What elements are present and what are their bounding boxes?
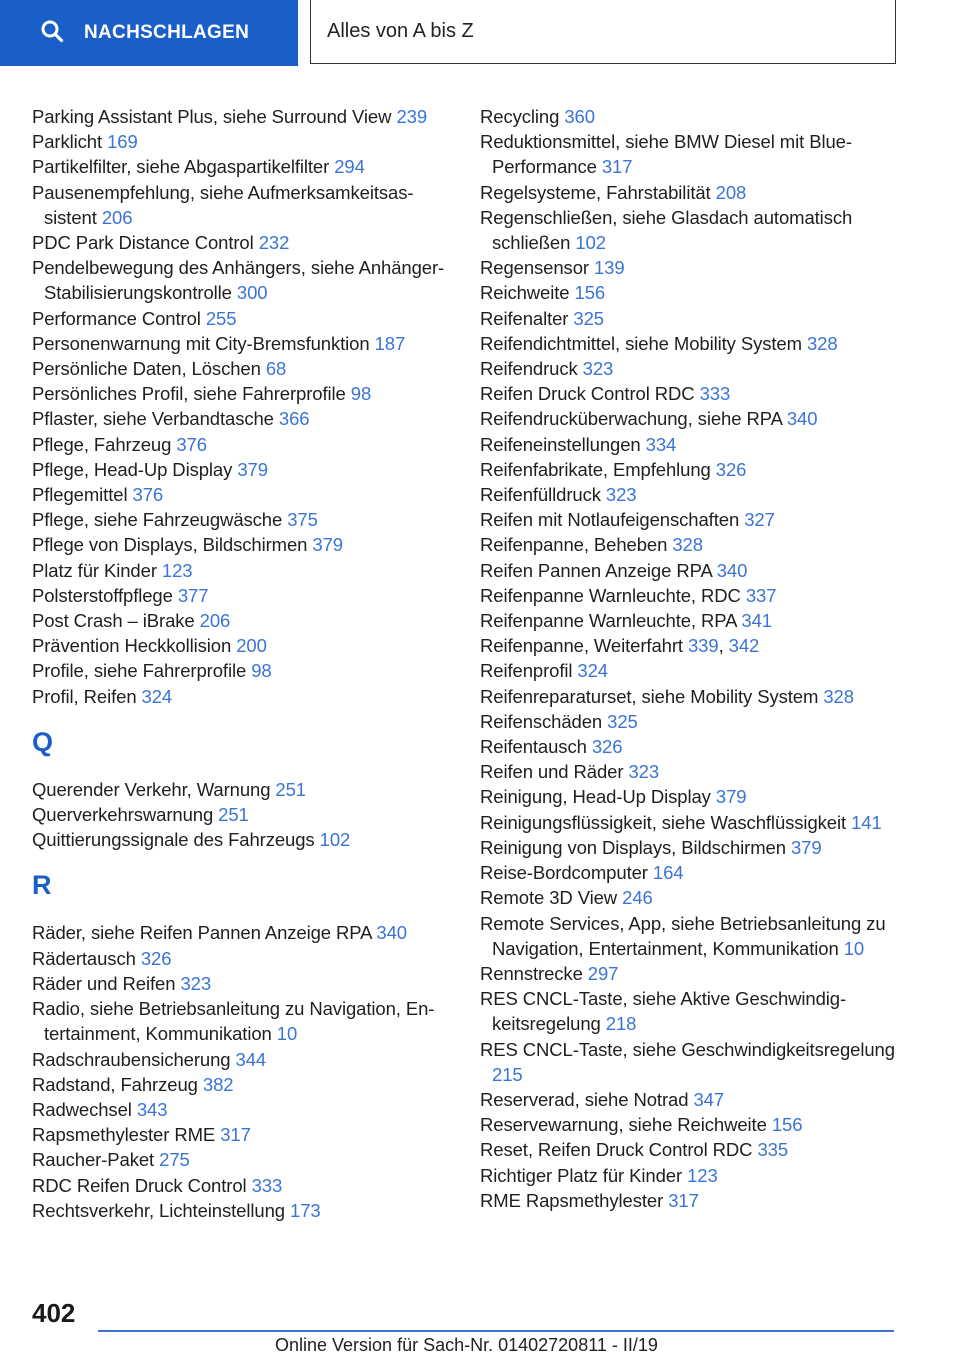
page-reference-link[interactable]: 379: [312, 534, 343, 556]
index-entry: [32, 532, 452, 557]
index-entry-term: Raucher-Paket: [32, 1149, 160, 1171]
index-entry-term: Reifen Pannen Anzeige RPA: [480, 559, 717, 581]
index-entry-term: Pflegemittel: [32, 484, 133, 506]
index-entry: [32, 104, 452, 129]
index-entry-term: Querender Verkehr, Warnung: [32, 778, 276, 800]
page-reference-link[interactable]: 340: [716, 559, 748, 581]
page-reference-link[interactable]: 10: [276, 1023, 298, 1045]
index-entry: [480, 810, 900, 835]
page-reference-link[interactable]: 323: [582, 358, 614, 380]
page-reference-link[interactable]: 360: [564, 106, 595, 127]
index-entry-term: Reifenreparaturset, siehe Mobility System: [480, 685, 824, 707]
page-reference-link[interactable]: 382: [202, 1073, 234, 1095]
index-entry: [480, 482, 900, 507]
index-entry: [480, 558, 900, 583]
index-entry: [480, 306, 900, 331]
page-reference-link[interactable]: 300: [236, 282, 268, 304]
page-reference-link[interactable]: 325: [573, 307, 604, 329]
tab-nachschlagen[interactable]: [0, 0, 298, 66]
page-reference-link[interactable]: 173: [290, 1199, 321, 1221]
index-entry-term: Reinigung, Head-Up Display: [480, 786, 716, 808]
index-entry-term: Reifenfülldruck: [480, 484, 606, 506]
index-entry-term: Reifenprofil: [480, 660, 578, 682]
page-reference-link[interactable]: 239: [396, 106, 428, 127]
page-reference-link[interactable]: 375: [287, 509, 318, 531]
index-entry-term: Reifenpanne, Weiterfahrt: [480, 635, 688, 657]
index-entry: [32, 1147, 452, 1172]
index-entry: [480, 684, 900, 709]
index-entry-term: Quittierungssignale des Fahrzeugs: [32, 829, 320, 851]
page-reference-link[interactable]: 317: [668, 1189, 699, 1211]
index-entry: [32, 802, 452, 827]
index-entry: [480, 583, 900, 608]
section-title: Alles von A bis Z: [327, 20, 474, 42]
index-entry: [32, 608, 452, 633]
index-entry-term: Polsterstoffpflege: [32, 584, 178, 606]
page-reference-link[interactable]: 324: [577, 660, 608, 682]
index-entry: [32, 356, 452, 381]
page-reference-link[interactable]: 342: [728, 635, 760, 657]
index-entry: [32, 432, 452, 457]
index-entry: [480, 1112, 900, 1137]
page-reference-link[interactable]: 343: [136, 1098, 168, 1120]
index-entry: [480, 1163, 900, 1188]
index-entry: [480, 835, 900, 860]
index-entry: [480, 180, 900, 205]
page-reference-link[interactable]: 141: [851, 811, 882, 833]
index-entry: [480, 1037, 900, 1087]
index-entry: [32, 777, 452, 802]
page-reference-link[interactable]: 169: [107, 131, 138, 153]
page-reference-link[interactable]: 98: [350, 383, 372, 405]
index-entry: [480, 104, 900, 129]
page-reference-link[interactable]: 326: [715, 458, 747, 480]
index-entry: [32, 1122, 452, 1147]
index-entry: [480, 961, 900, 986]
index-entry-term: Reifentausch: [480, 736, 592, 758]
page-reference-link[interactable]: 379: [715, 786, 747, 808]
index-entry-term: Partikelfilter, siehe Abgaspartikelfilter: [32, 156, 335, 178]
index-entry-term: Remote Services, App, siehe Betriebsanleitung zu Navigation, Entertainment, Kommunikation: [480, 912, 886, 959]
index-entry: [480, 280, 900, 305]
index-entry-term: Reservewarnung, siehe Reichweite: [480, 1114, 772, 1136]
index-entry: [480, 532, 900, 557]
index-entry: [32, 920, 452, 945]
index-entry-term: Reifendichtmittel, siehe Mobility System: [480, 332, 807, 354]
index-entry-term: Parklicht: [32, 131, 108, 153]
tab-nachschlagen-label: NACHSCHLAGEN: [84, 22, 250, 43]
index-entry-term: Pflege von Displays, Bildschirmen: [32, 534, 313, 556]
page-reference-link[interactable]: 377: [177, 584, 209, 606]
page-reference-link[interactable]: 333: [251, 1174, 283, 1196]
page-reference-link[interactable]: 340: [376, 922, 407, 944]
index-entry-term: Rechtsverkehr, Lichteinstellung: [32, 1199, 290, 1221]
index-entry: [480, 709, 900, 734]
page-reference-link[interactable]: 218: [605, 1013, 637, 1035]
page-number: 402: [32, 1298, 76, 1328]
page-reference-link[interactable]: 164: [652, 862, 684, 884]
page-reference-link[interactable]: 246: [622, 887, 653, 909]
index-entry-term: Reifen mit Notlaufeigenschaften: [480, 509, 745, 531]
page-reference-link[interactable]: 251: [218, 804, 249, 826]
index-entry-term: Parking Assistant Plus, siehe Surround View: [32, 106, 397, 127]
top-navigation: [0, 0, 960, 66]
index-entry-term: Reifendrucküberwachung, siehe RPA: [480, 408, 787, 430]
index-entry-term: Regensensor: [480, 257, 594, 279]
index-entry: [32, 946, 452, 971]
index-entry-term: Pausenempfehlung, siehe Aufmerksamkeitsassistent: [32, 181, 414, 228]
index-entry: [480, 759, 900, 784]
index-entry-term: Reichweite: [480, 282, 575, 304]
index-entry-term: Pflege, siehe Fahrzeugwäsche: [32, 509, 288, 531]
page-reference-link[interactable]: 317: [601, 156, 633, 178]
index-entry: [480, 129, 900, 179]
index-entry: [480, 1137, 900, 1162]
index-entry-term: Reifenalter: [480, 307, 574, 329]
index-entry: [32, 633, 452, 658]
index-entry: [32, 971, 452, 996]
footer-text: Online Version für Sach-Nr. 01402720811 - II/19: [275, 1335, 658, 1355]
page-reference-link[interactable]: 347: [693, 1088, 725, 1110]
index-entry-term: Reifenfabrikate, Empfehlung: [480, 458, 716, 480]
index-entry: [32, 129, 452, 154]
index-entry-term: Pendelbewegung des Anhängers, siehe Anhänger-Stabilisierungskontrolle: [32, 257, 445, 304]
index-entry: [480, 381, 900, 406]
index-entry: [480, 255, 900, 280]
index-entry: [32, 658, 452, 683]
index-entry: [480, 986, 900, 1036]
index-entry-term: Radschraubensicherung: [32, 1048, 236, 1070]
page-reference-link[interactable]: 139: [593, 257, 625, 279]
page-reference-link[interactable]: 123: [687, 1164, 718, 1186]
index-entry-term: Post Crash – iBrake: [32, 610, 200, 632]
page-reference-link[interactable]: 366: [278, 408, 310, 430]
page-reference-link[interactable]: 333: [699, 383, 731, 405]
index-entry-term: Platz für Kinder: [32, 559, 162, 581]
index-entry: [480, 1188, 900, 1213]
index-entry-term: Reifenpanne, Beheben: [480, 534, 673, 556]
index-entry: [480, 658, 900, 683]
section-title-tab[interactable]: [310, 0, 896, 64]
page-reference-link[interactable]: 68: [265, 358, 287, 380]
index-entry: [480, 432, 900, 457]
index-entry-term: Prävention Heckkollision: [32, 635, 237, 657]
index-entry: [32, 827, 452, 852]
page-reference-link[interactable]: 294: [334, 156, 365, 178]
index-entry-term: Radio, siehe Betriebsanleitung zu Navigation, Entertainment, Kommunikation: [32, 998, 435, 1045]
index-entry-term: PDC Park Distance Control: [32, 232, 259, 254]
index-entry: [32, 457, 452, 482]
page-reference-link[interactable]: 323: [605, 484, 637, 506]
page-reference-link[interactable]: 344: [235, 1048, 267, 1070]
index-entry-term: Richtiger Platz für Kinder: [480, 1164, 688, 1186]
page-reference-link[interactable]: 215: [492, 1063, 523, 1085]
index-entry: [32, 306, 452, 331]
index-entry-term: Reise-Bordcomputer: [480, 862, 653, 884]
page-reference-link[interactable]: 328: [823, 685, 854, 707]
index-entry: [32, 996, 452, 1046]
index-entry-term: Persönliche Daten, Löschen: [32, 358, 266, 380]
index-entry: [32, 255, 452, 305]
index-entry: [32, 230, 452, 255]
page-reference-link[interactable]: 323: [628, 761, 660, 783]
index-entry: [480, 331, 900, 356]
index-entry-term: Rapsmethylester RME: [32, 1124, 221, 1146]
index-entry: [32, 1173, 452, 1198]
index-entry: [480, 608, 900, 633]
page-reference-link[interactable]: 208: [715, 181, 747, 203]
page-reference-link[interactable]: 325: [607, 710, 638, 732]
index-entry: [480, 507, 900, 532]
index-entry-term: Reifenschäden: [480, 710, 608, 732]
index-entry-term: Profile, siehe Fahrerprofile: [32, 660, 252, 682]
index-entry: [480, 205, 900, 255]
index-entry: [32, 154, 452, 179]
search-icon: [40, 19, 64, 48]
index-entry-term: Reifen Druck Control RDC: [480, 383, 700, 405]
index-entry-term: Räder und Reifen: [32, 972, 181, 994]
page-reference-link[interactable]: 379: [790, 836, 822, 858]
page-reference-link[interactable]: 328: [806, 332, 838, 354]
index-entry: [32, 1097, 452, 1122]
index-entry-term: Reifeneinstellungen: [480, 433, 646, 455]
index-column-left: [32, 104, 452, 1223]
page-reference-link[interactable]: 334: [645, 433, 677, 455]
page-reference-link[interactable]: 326: [591, 736, 623, 758]
page-reference-link[interactable]: 340: [786, 408, 818, 430]
index-entry: [480, 860, 900, 885]
page-reference-link[interactable]: 275: [159, 1149, 190, 1171]
index-entry: [32, 558, 452, 583]
index-entry-term: RME Rapsmethylester: [480, 1189, 669, 1211]
index-entry-term: Reinigung von Displays, Bildschirmen: [480, 836, 791, 858]
page-reference-link[interactable]: 156: [771, 1114, 803, 1136]
index-entry-term: Regenschließen, siehe Glasdach automatisch schließen: [480, 206, 853, 254]
page-reference-link[interactable]: 102: [575, 232, 606, 254]
index-entry-term: Remote 3D View: [480, 887, 623, 909]
index-entry-term: Reifenpanne Warnleuchte, RDC: [480, 584, 746, 606]
index-entry-term: RES CNCL-Taste, siehe Geschwindigkeitsregelung: [480, 1038, 895, 1060]
page-reference-link[interactable]: 206: [101, 206, 133, 228]
page-reference-link[interactable]: 10: [843, 937, 865, 959]
index-entry: [480, 1087, 900, 1112]
index-entry: [480, 356, 900, 381]
page-reference-link[interactable]: 98: [251, 660, 272, 682]
index-entry: Reifenpanne, Weiterfahrt 339, 342: [480, 635, 760, 657]
page-reference-link[interactable]: 335: [757, 1139, 789, 1161]
page-reference-link[interactable]: 187: [374, 332, 406, 354]
page-reference-link[interactable]: 323: [180, 972, 212, 994]
index-entry-term: Reifen und Räder: [480, 761, 629, 783]
page-reference-link[interactable]: 297: [587, 962, 619, 984]
page-reference-link[interactable]: 206: [199, 610, 231, 632]
index-entry: [32, 1047, 452, 1072]
index-letter-heading: R: [32, 870, 52, 901]
index-entry: [480, 457, 900, 482]
page-reference-link[interactable]: 251: [275, 778, 306, 800]
index-entry: [32, 331, 452, 356]
index-entry: [32, 406, 452, 431]
index-entry: [480, 885, 900, 910]
index-entry-term: Reset, Reifen Druck Control RDC: [480, 1139, 758, 1161]
index-entry: [480, 734, 900, 759]
index-entry-term: Querverkehrswarnung: [32, 804, 219, 826]
index-entry-term: Regelsysteme, Fahrstabilität: [480, 181, 716, 203]
page-reference-link[interactable]: 255: [205, 307, 237, 329]
footer-divider: [98, 1330, 894, 1332]
page-reference-link[interactable]: 156: [574, 282, 606, 304]
page-reference-link[interactable]: 232: [258, 232, 290, 254]
index-entry: [32, 684, 452, 709]
page-reference-link[interactable]: 327: [744, 509, 775, 531]
page-reference-link[interactable]: 324: [141, 685, 173, 707]
index-entry: [480, 911, 900, 961]
page-reference-link[interactable]: 123: [161, 559, 193, 581]
page-reference-link[interactable]: 200: [236, 635, 267, 657]
index-entry-term: Reifenpanne Warnleuchte, RPA: [480, 610, 742, 632]
page-reference-link[interactable]: 328: [672, 534, 703, 556]
index-entry: [32, 1072, 452, 1097]
index-entry-term: Reserverad, siehe Notrad: [480, 1088, 694, 1110]
page-reference-link[interactable]: 379: [237, 458, 268, 480]
index-entry-term: Pflege, Head-Up Display: [32, 458, 238, 480]
index-column-right: [480, 104, 900, 1213]
page-reference-link[interactable]: 341: [741, 610, 772, 632]
index-letter-heading: Q: [32, 726, 54, 757]
index-entry: [32, 180, 452, 230]
index-entry-term: Reduktionsmittel, siehe BMW Diesel mit BluePerformance: [480, 131, 852, 178]
page-reference-link[interactable]: 102: [319, 829, 351, 851]
index-entry: [32, 482, 452, 507]
page-reference-link[interactable]: 376: [176, 433, 207, 455]
index-entry: [32, 381, 452, 406]
index-entry-term: Pflege, Fahrzeug: [32, 433, 177, 455]
page-reference-link[interactable]: 376: [132, 484, 164, 506]
index-entry-term: Radwechsel: [32, 1098, 137, 1120]
index-entry-term: RES CNCL-Taste, siehe Aktive Geschwindigkeitsregelung: [480, 988, 847, 1035]
index-entry-term: Personenwarnung mit City-Bremsfunktion: [32, 332, 375, 354]
page-reference-link[interactable]: 337: [745, 584, 777, 606]
index-entry-term: Rädertausch: [32, 947, 141, 969]
index-entry-term: Pflaster, siehe Verbandtasche: [32, 408, 279, 430]
index-entry: [480, 406, 900, 431]
index-entry-term: Rennstrecke: [480, 962, 588, 984]
index-entry-term: Performance Control: [32, 307, 206, 329]
index-entry-term: Reinigungsflüssigkeit, siehe Waschflüssigkeit: [480, 811, 852, 833]
page-reference-link[interactable]: 339: [687, 635, 719, 657]
index-entry-term: Räder, siehe Reifen Pannen Anzeige RPA: [32, 922, 377, 944]
index-entry-term: RDC Reifen Druck Control: [32, 1174, 252, 1196]
index-entry-term: Recycling: [480, 106, 565, 127]
page-reference-link[interactable]: 317: [220, 1124, 251, 1146]
index-entry: [32, 507, 452, 532]
page-reference-link[interactable]: 326: [140, 947, 172, 969]
index-entry: [480, 784, 900, 809]
index-entry-term: Profil, Reifen: [32, 685, 142, 707]
index-entry-term: Radstand, Fahrzeug: [32, 1073, 203, 1095]
index-entry-term: Persönliches Profil, siehe Fahrerprofile: [32, 383, 351, 405]
index-entry: [32, 1198, 452, 1223]
index-entry-term: Reifendruck: [480, 358, 583, 380]
index-entry: [32, 583, 452, 608]
